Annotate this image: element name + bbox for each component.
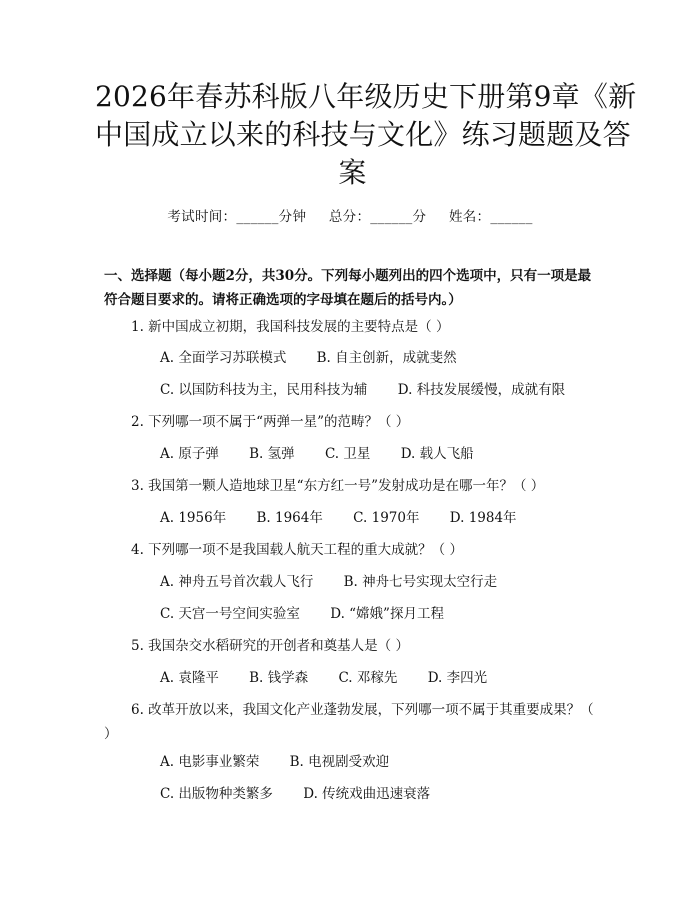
- question-6-stem: 6. 改革开放以来，我国文化产业蓬勃发展，下列哪一项不属于其重要成果？（ ）: [104, 702, 594, 742]
- question-3-option-a: A. 1956年: [160, 510, 227, 526]
- question-3-stem: 3. 我国第一颗人造地球卫星“东方红一号”发射成功是在哪一年？（ ）: [131, 478, 545, 494]
- question-1-option-c: C. 以国防科技为主，民用科技为辅: [160, 382, 368, 398]
- question-5-option-c: C. 邓稼先: [338, 670, 398, 686]
- question-6-option-d: D. 传统戏曲迅速衰落: [303, 786, 431, 802]
- question-4-option-a: A. 神舟五号首次载人飞行: [160, 574, 314, 590]
- question-6-options-row-1: [160, 750, 389, 774]
- question-2-option-d: D. 载人飞船: [400, 446, 474, 462]
- question-1-stem: 1. 新中国成立初期，我国科技发展的主要特点是（ ）: [131, 319, 450, 335]
- question-1-option-b: B. 自主创新，成就斐然: [316, 350, 457, 366]
- question-4-option-c: C. 天宫一号空间实验室: [160, 606, 300, 622]
- question-2-option-c: C. 卫星: [324, 446, 371, 462]
- question-6-options-row-2: [160, 782, 430, 806]
- title-line-3: 案: [338, 156, 367, 189]
- document-title: [95, 78, 637, 192]
- question-1-options-row-1: [160, 346, 457, 370]
- question-6-option-b: B. 电视剧受欢迎: [289, 754, 390, 770]
- question-4-options-row-1: [160, 570, 497, 594]
- question-5-stem: 5. 我国杂交水稻研究的开创者和奠基人是（ ）: [131, 638, 409, 654]
- section-heading: 一、选择题（每小题2分，共30分。下列每小题列出的四个选项中，只有一项是最符合题目要求的。请将正确选项的字母填在题后的括号内。）: [104, 268, 592, 308]
- question-4-options-row-2: [160, 602, 444, 626]
- question-2-stem: 2. 下列哪一项不属于“两弹一星”的范畴？（ ）: [131, 414, 410, 430]
- question-3-option-c: C. 1970年: [353, 510, 420, 526]
- question-5-option-a: A. 袁隆平: [160, 670, 219, 686]
- question-3-options: [160, 506, 517, 530]
- question-2-option-b: B. 氢弹: [249, 446, 295, 462]
- exam-score: 总分：______分: [328, 209, 427, 225]
- question-3-option-b: B. 1964年: [256, 510, 323, 526]
- question-1-option-d: D. 科技发展缓慢，成就有限: [397, 382, 566, 398]
- question-3-option-d: D. 1984年: [449, 510, 517, 526]
- question-5-options: [160, 666, 487, 690]
- question-2-options: [160, 442, 474, 466]
- question-1-option-a: A. 全面学习苏联模式: [160, 350, 287, 366]
- question-5-option-b: B. 钱学森: [249, 670, 309, 686]
- question-4-stem: 4. 下列哪一项不是我国载人航天工程的重大成就？（ ）: [131, 542, 463, 558]
- question-5-option-d: D. 李四光: [427, 670, 488, 686]
- student-name: 姓名：______: [448, 209, 533, 225]
- question-2-option-a: A. 原子弹: [160, 446, 219, 462]
- question-4-option-b: B. 神舟七号实现太空行走: [343, 574, 498, 590]
- exam-meta: [0, 205, 700, 225]
- question-6-option-a: A. 电影事业繁荣: [160, 754, 260, 770]
- title-line-1: 2026年春苏科版八年级历史下册第9章《新: [95, 80, 637, 113]
- question-4-option-d: D. “嫦娥”探月工程: [330, 606, 444, 622]
- exam-time: 考试时间：______分钟: [167, 209, 307, 225]
- title-line-2: 中国成立以来的科技与文化》练习题题及答: [95, 118, 631, 151]
- question-1-options-row-2: [160, 378, 565, 402]
- question-6-option-c: C. 出版物种类繁多: [160, 786, 273, 802]
